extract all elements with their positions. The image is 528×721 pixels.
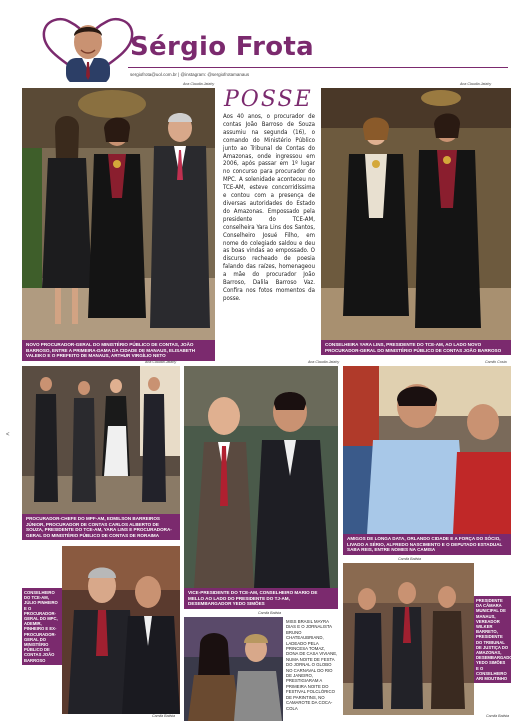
photo-credit: Ana Claudia Jatahy xyxy=(145,360,177,364)
caption-photo-4: VICE-PRESIDENTE DO TCE-AM, CONSELHEIRO MARIO DE MELLO AO LADO DO PRESIDENTE DO TJ-AM, DESEMBARGADOR YEDO SIMÕES xyxy=(184,588,338,609)
columnist-portrait xyxy=(58,18,118,82)
photo-credit: Camila Batista xyxy=(258,611,282,615)
caption-photo-8: PRESIDENTE DA CÂMARA MUNICIPAL DE MANAUS, VEREADOR WILKER BARRETO, PRESIDENTE DO TRIBUNAL DE JUSTIÇA DO AMAZONAS, DESEMBARGADOR YEDO SIMÕES E O CONSELHEIRO ARI MOUTINHO xyxy=(474,596,511,683)
photo-credit: Ana Claudia Jatahy xyxy=(308,360,340,364)
caption-photo-1: NOVO PROCURADOR-GERAL DO MINISTÉRIO PÚBLICO DE CONTAS, JOÃO BARROSO, ENTRE A PRIMEIRA-DAMA DA CIDADE DE MANAUS, ELISABETH VALEIKO E O PREFEITO DE MANAUS, ARTHUR VIRGÍLIO NETO xyxy=(22,340,215,361)
photo-procuradores-group xyxy=(22,366,180,514)
caption-photo-6: CONSELHEIRO DO TCE-AM, JÚLIO PINHEIRO E O PROCURADOR-GERAL DO MPC, ADEMIR, PINHEIRO E EX-PROCURADOR-GERAL DO MINISTÉRIO PÚBLICO DE CONTAS JOÃO BARROSO xyxy=(22,588,62,665)
article-title: POSSE xyxy=(224,87,313,112)
article-body: Aos 40 anos, o procurador de contas João Barroso de Souza assumiu na segunda (16), o comando do Ministério Público junto ao Tribunal de Contas do Amazonas, onde ingressou em 2006, após passar em 1º lugar no concurso para procurador do MPC. A solenidade aconteceu no TCE-AM, esteve concorridíssima e contou com a presença de diversas autoridades do Estado do Amazonas. Empossado pela presidente do TCE-AM, conselheira Yara Lins dos Santos, Conselheiro Josué Filho, em nome do colegiado saldou e deu as boas vindas ao empossado. O discurso recheado de poesia falando das raízes, homenageou a mãe do procurador João Barroso, Dalila Barroso Vaz. Confira nos fotos momentos da posse. xyxy=(223,113,315,302)
photo-credit: Camila Batista xyxy=(486,714,510,718)
photo-credit: Camila Batista xyxy=(398,557,422,561)
header-divider xyxy=(128,67,508,68)
photo-julio-pinheiro-barroso xyxy=(62,546,180,714)
photo-credit: Ana Claudia Jatahy xyxy=(460,82,492,86)
photo-credit: Camila Batista xyxy=(152,714,176,718)
photo-wilker-barreto-group xyxy=(343,563,474,715)
photo-ceremony-trio xyxy=(22,88,215,340)
photo-yara-lins-barroso xyxy=(321,88,511,340)
caption-photo-7: MISS BRASIL MAYRA DIAS E O JORNALISTA BRUNO CHATEAUBRIAND, LADEADO PELA PRINCESA TOMAZ, DONA DE CASA VIVIANE, NUMA NOITE DE FESTA DO JORNAL O GLOBO NO CARNAVAL DO RIO DE JANEIRO, PRESTIGIARAM A PRIMEIRA NOITE DO FESTIVAL FOLCLÓRICO DE PARINTINS, NO CAMAROTE DA COCA-COLA xyxy=(284,617,340,721)
photo-credit: Camilo Costa xyxy=(485,360,507,364)
header xyxy=(0,0,528,82)
photo-mario-mello-yedo-simoes xyxy=(184,366,338,588)
page-fold-marker: < xyxy=(6,432,10,438)
photo-mayra-dias-bruno-chateaubriand xyxy=(184,617,283,721)
caption-photo-5: AMIGOS DE LONGA DATA, ORLANDO CIDADE E A FORÇA DO SÓCIO, LIVADO A SÉRIO, ALFREDO NASCIMENTO E O DEPUTADO ESTADUAL SABA REIS, ENTRE NOMES NA CAMISA xyxy=(343,534,511,555)
contact-line: sergiofrota@uol.com.br | @instagram: @sergiofrotamanaus xyxy=(130,72,250,77)
photo-credit: Ana Claudia Jatahy xyxy=(183,82,215,86)
column-title: Sérgio Frota xyxy=(130,32,314,62)
photo-orlando-cidade-saba-reis xyxy=(343,366,511,534)
caption-photo-3: PROCURADOR-CHEFE DO MPF-AM, EDMILSON BARREIROS JÚNIOR, PROCURADOR DE CONTAS CARLOS ALBERTO DE SOUZA, PRESIDENTE DO TCE-AM, YARA LINS E PROCURADORA-GERAL DO MINISTÉRIO PÚBLICO DE CONTAS DE RORAIMA xyxy=(22,514,180,540)
caption-photo-2: CONSELHEIRA YARA LINS, PRESIDENTE DO TCE-AM, AO LADO NOVO PROCURADOR-GERAL DO MINISTÉRIO PÚBLICO DE CONTAS JOÃO BARROSO xyxy=(321,340,511,355)
